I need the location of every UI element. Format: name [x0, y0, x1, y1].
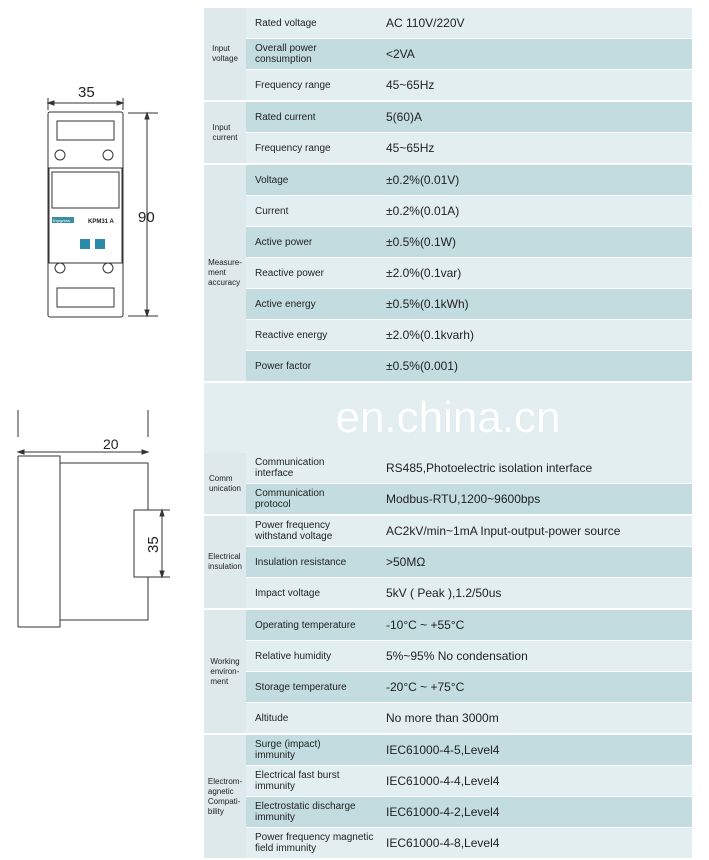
param-value: ±0.5%(0.1kWh): [386, 297, 469, 311]
spec-row: [246, 289, 692, 320]
group-name: Input voltage: [204, 8, 246, 100]
param-name: Frequency range: [255, 142, 331, 154]
spec-group: [204, 516, 692, 610]
param-name: Operating temperature: [255, 619, 356, 631]
param-value: IEC61000-4-2,Level4: [386, 805, 500, 819]
param-name: Relative humidity: [255, 650, 332, 662]
spec-row: [246, 578, 692, 608]
spec-group: [204, 102, 692, 165]
group-name: Input current: [204, 102, 246, 163]
front-view-drawing: [48, 98, 158, 317]
param-value: ±0.2%(0.01V): [386, 173, 460, 187]
spec-row: [246, 70, 692, 100]
meter-model: KPM31 A: [88, 219, 114, 225]
dimension-drawings: [0, 0, 200, 856]
param-name: Current: [255, 205, 289, 217]
spec-row: [246, 703, 692, 733]
spec-group: [204, 735, 692, 860]
spec-row: [246, 133, 692, 163]
spec-group: [204, 453, 692, 516]
param-value: ±0.5%(0.001): [386, 359, 458, 373]
param-name: Electrical fast burst immunity: [255, 770, 340, 792]
param-name: Electrostatic discharge immunity: [255, 801, 356, 823]
side-width-label: 20: [103, 436, 119, 452]
spec-row: [246, 735, 692, 766]
spec-row: [246, 797, 692, 828]
param-value: IEC61000-4-5,Level4: [386, 743, 500, 757]
spec-row: [246, 258, 692, 289]
spec-row: [246, 227, 692, 258]
param-name: Overall power consumption: [255, 43, 317, 65]
spec-row: [246, 196, 692, 227]
param-name: Frequency range: [255, 79, 331, 91]
param-name: Voltage: [255, 174, 289, 186]
side-view-drawing: [18, 410, 170, 627]
param-name: Insulation resistance: [255, 556, 347, 568]
param-value: AC2kV/min~1mA Input-output-power source: [386, 524, 621, 538]
param-name: Surge (impact) immunity: [255, 739, 321, 761]
param-name: Storage temperature: [255, 681, 347, 693]
param-value: IEC61000-4-8,Level4: [386, 836, 500, 850]
param-value: 5kV ( Peak ),1.2/50us: [386, 586, 502, 600]
param-name: Power frequency withstand voltage: [255, 520, 333, 542]
spec-group: [204, 610, 692, 735]
param-name: Reactive energy: [255, 329, 328, 341]
param-value: ±2.0%(0.1var): [386, 266, 462, 280]
front-width-label: 35: [78, 84, 95, 101]
watermark-text: en.china.cn: [335, 393, 561, 442]
spec-row: [246, 320, 692, 351]
spec-row: [246, 351, 692, 381]
spec-row: [246, 610, 692, 641]
spec-row: [246, 641, 692, 672]
param-name: Communication protocol: [255, 488, 325, 510]
param-name: Communication interface: [255, 457, 325, 479]
spec-table: [204, 8, 692, 860]
param-value: ±0.2%(0.01A): [386, 204, 460, 218]
param-value: 45~65Hz: [386, 141, 435, 155]
param-value: <2VA: [386, 47, 415, 61]
meter-label-area: [52, 217, 114, 249]
param-name: Rated current: [255, 111, 316, 123]
spec-row: [246, 766, 692, 797]
param-value: 5%~95% No condensation: [386, 649, 528, 663]
param-value: AC 110V/220V: [386, 16, 465, 30]
meter-brand: Eqogress: [53, 218, 70, 223]
param-value: -20°C ~ +75°C: [386, 680, 465, 694]
group-name: Working environ- ment: [204, 610, 246, 733]
spec-row: [246, 102, 692, 133]
spec-row: [246, 39, 692, 70]
group-name: Measure- ment accuracy: [204, 165, 246, 381]
param-name: Impact voltage: [255, 587, 321, 599]
param-value: ±0.5%(0.1W): [386, 235, 456, 249]
spec-row: [246, 165, 692, 196]
param-value: >50MΩ: [386, 555, 426, 569]
watermark-band: [204, 383, 692, 453]
param-value: -10°C ~ +55°C: [386, 618, 465, 632]
spec-row: [246, 8, 692, 39]
group-name: Electrom- agnetic Compati- bility: [204, 735, 246, 858]
param-name: Altitude: [255, 712, 289, 724]
param-value: RS485,Photoelectric isolation interface: [386, 461, 593, 475]
spec-row: [246, 453, 692, 484]
param-value: ±2.0%(0.1kvarh): [386, 328, 474, 342]
front-height-label: 90: [138, 209, 155, 226]
side-depth-label: 35: [145, 536, 162, 553]
param-value: 45~65Hz: [386, 78, 435, 92]
spec-row: [246, 547, 692, 578]
param-name: Rated voltage: [255, 17, 317, 29]
param-value: IEC61000-4-4,Level4: [386, 774, 500, 788]
param-value: No more than 3000m: [386, 711, 499, 725]
param-name: Active power: [255, 236, 313, 248]
param-value: Modbus-RTU,1200~9600bps: [386, 492, 541, 506]
spec-row: [246, 672, 692, 703]
spec-row: [246, 484, 692, 514]
param-value: 5(60)A: [386, 110, 423, 124]
param-name: Reactive power: [255, 267, 324, 279]
param-name: Power factor: [255, 360, 312, 372]
param-name: Power frequency magnetic field immunity: [255, 832, 374, 854]
group-name: Electrical insulation: [204, 516, 246, 608]
param-name: Active energy: [255, 298, 316, 310]
spec-group: [204, 8, 692, 102]
group-name: Comm unication: [204, 453, 246, 514]
spec-row: [246, 516, 692, 547]
spec-group: [204, 165, 692, 383]
spec-row: [246, 828, 692, 858]
